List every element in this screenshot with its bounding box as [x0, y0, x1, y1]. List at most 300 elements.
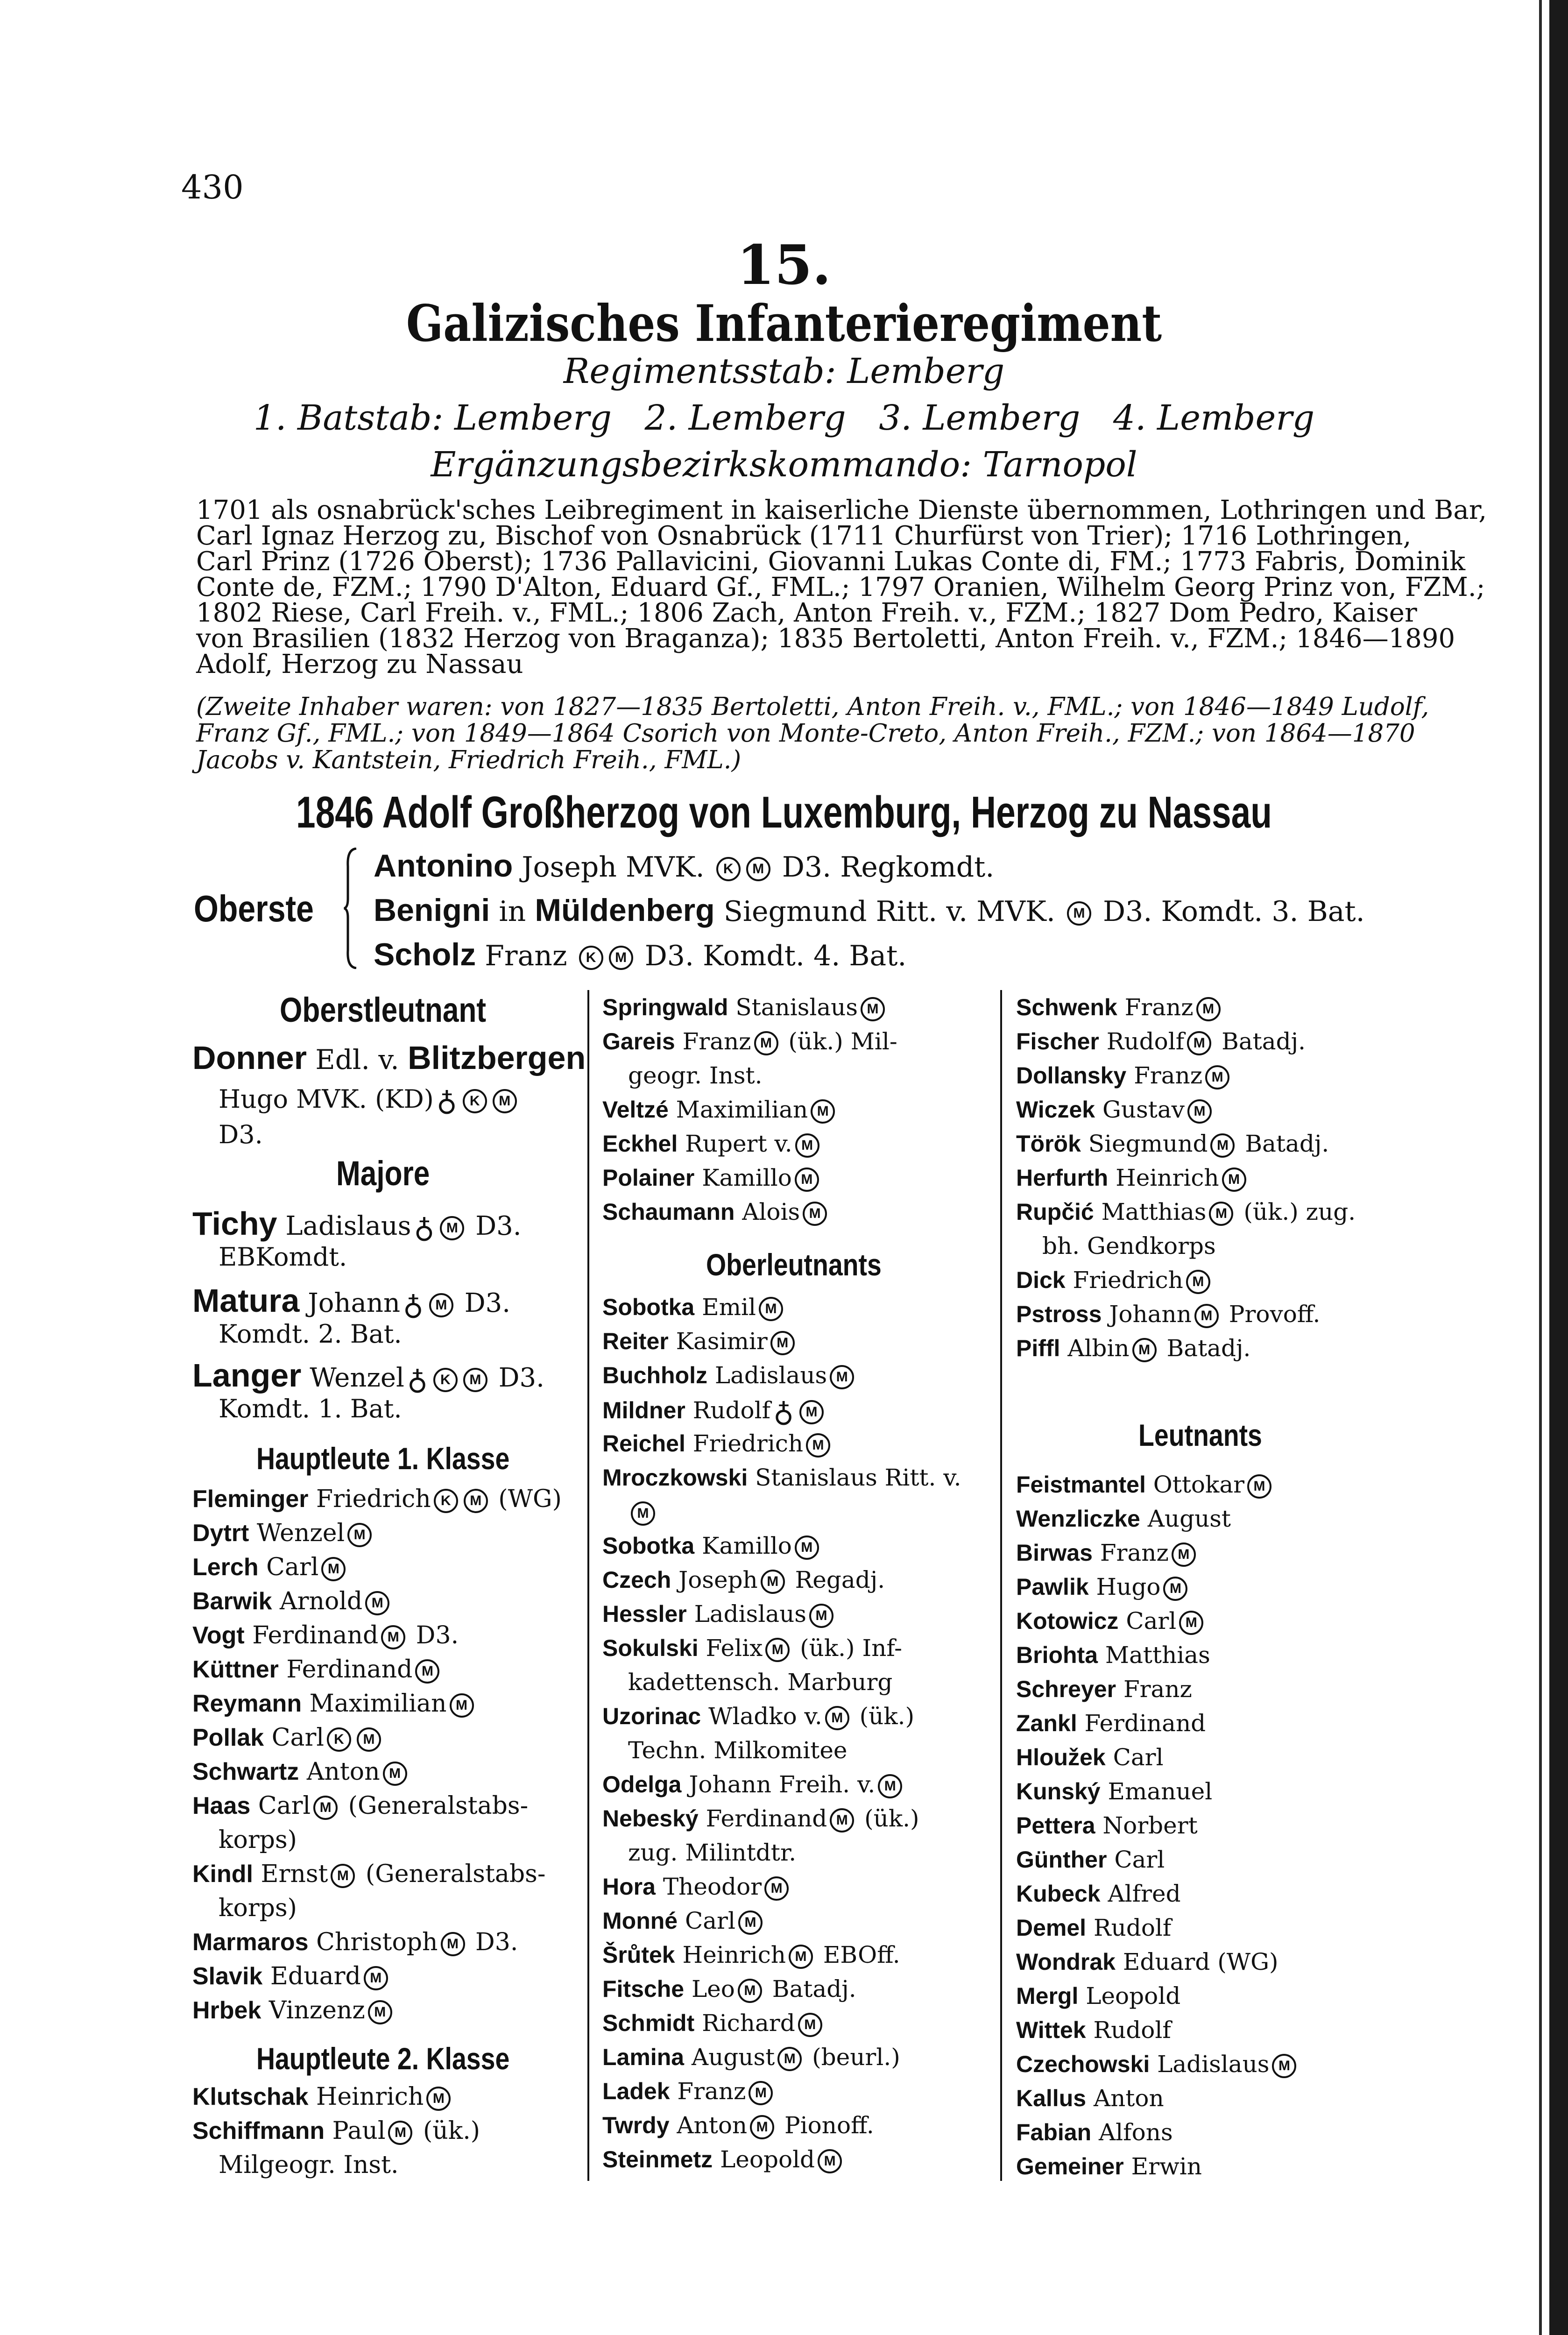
officer-details: Ferdinand [278, 1656, 413, 1684]
m-badge-icon: M [789, 1945, 813, 1969]
officer-surname: Schreyer [1016, 1676, 1116, 1702]
m-badge-icon: M [1247, 1474, 1271, 1499]
officer-details: Leopold [1078, 1982, 1181, 2010]
list-item [219, 1894, 297, 1922]
oberste-label: Oberste [194, 888, 314, 929]
officer-details: Franz [1116, 1676, 1192, 1703]
list-item [192, 1587, 392, 1615]
scan-border-line [1539, 0, 1542, 2335]
officer-surname: Schmidt [602, 2010, 695, 2036]
officer-surname: Fitsche [602, 1976, 685, 2002]
officer-details: Friedrich [1065, 1267, 1183, 1294]
officer-details: August [1140, 1505, 1231, 1532]
list-item [1016, 1198, 1356, 1226]
m-badge-icon: M [799, 1400, 824, 1424]
m-badge-icon: M [746, 857, 770, 881]
officer-remarks: (ük.) Mil- [781, 1028, 897, 1055]
officer-remarks: Batadj. [1159, 1335, 1251, 1362]
officer-remarks: (Generalstabs- [358, 1860, 546, 1888]
list-item [602, 1164, 822, 1192]
officer-details: Ernst [253, 1860, 328, 1888]
list-item [192, 1962, 391, 1990]
oberst-entry [374, 892, 1365, 928]
officer-remarks: (WG) [490, 1485, 562, 1513]
m-badge-icon: M [357, 1727, 381, 1752]
m-badge-icon: M [861, 997, 885, 1021]
officer-surname: Wiczek [1016, 1097, 1095, 1123]
officer-details: Emil [694, 1294, 756, 1321]
officer-details: Stanislaus Ritt. v. [748, 1464, 961, 1491]
m-badge-icon: M [764, 1876, 789, 1901]
officer-remarks: D3. [456, 1288, 511, 1318]
officer-surname: Twrdy [602, 2112, 670, 2138]
history-line: Carl Prinz (1726 Oberst); 1736 Pallavicini, Giovanni Lukas Conte di, FM.; 1773 Fabris, Dominik [196, 546, 1466, 577]
officer-entry [192, 1205, 522, 1245]
officer-details: Matthias [1094, 1198, 1207, 1225]
list-item [602, 1941, 900, 1969]
list-item [602, 1198, 830, 1226]
m-badge-icon: M [1187, 1099, 1212, 1124]
list-item [602, 1130, 822, 1158]
history-line: Conte de, FZM.; 1790 D'Alton, Eduard Gf., FML.; 1797 Oranien, Wilhelm Georg Prinz von, FZM.; [196, 572, 1485, 602]
m-badge-icon: M [825, 1706, 849, 1730]
officer-details: Carl [1107, 1846, 1165, 1873]
m-badge-icon: M [1187, 1031, 1211, 1055]
note-line: Jacobs v. Kantstein, Friedrich Freih., FML.) [196, 746, 742, 774]
officer-surname-2: Blitzbergen [408, 1040, 586, 1076]
m-badge-icon: M [450, 1693, 474, 1718]
officer-surname: Klutschak [192, 2083, 309, 2110]
officer-details: Rudolf [1086, 1914, 1172, 1941]
officer-surname: Fischer [1016, 1028, 1099, 1054]
officer-details: Eduard [262, 1962, 361, 1990]
officer-surname: Schaumann [602, 1199, 735, 1225]
list-item [1042, 1232, 1216, 1259]
officer-remarks: D3. Komdt. 4. Bat. [636, 940, 907, 972]
officer-entry-line [219, 1242, 347, 1272]
officer-details: Leo [684, 1975, 735, 2002]
officer-details: geogr. Inst. [628, 1062, 763, 1089]
list-item [602, 2044, 900, 2071]
list-item [192, 1621, 459, 1649]
officer-remarks: D3. [219, 1120, 263, 1149]
officer-surname: Monné [602, 1908, 678, 1934]
m-badge-icon: M [795, 1535, 819, 1560]
list-item [602, 1430, 833, 1458]
officer-surname: Piffl [1016, 1335, 1060, 1361]
m-badge-icon: M [1067, 901, 1091, 926]
list-item [1016, 1471, 1274, 1499]
officer-details: Joseph [671, 1566, 758, 1593]
list-item [1016, 1676, 1192, 1703]
list-item [1016, 1062, 1232, 1090]
list-item [1016, 1164, 1249, 1192]
medal-icon: ♁ [407, 1363, 428, 1396]
list-item [1016, 1812, 1198, 1839]
officer-remarks: (ük.) zug. [1236, 1198, 1356, 1225]
list-item [1016, 1573, 1190, 1601]
m-badge-icon: M [321, 1557, 346, 1581]
m-badge-icon: M [765, 1638, 790, 1662]
second-owners-note [196, 693, 1429, 774]
list-item [192, 1996, 395, 2024]
batallion-stab: 1. Batstab: Lemberg 2. Lemberg 3. Lemberg 4. Lemberg [253, 398, 1315, 438]
m-badge-icon: M [1210, 1133, 1235, 1158]
officer-details: korps) [219, 1826, 297, 1854]
column-divider [1000, 990, 1002, 2181]
m-badge-icon: M [818, 2149, 842, 2173]
officer-surname: Pettera [1016, 1812, 1095, 1839]
m-badge-icon: M [1209, 1202, 1233, 1226]
oberst-entry [374, 848, 994, 884]
officer-details: EBKomdt. [219, 1242, 347, 1272]
list-item [1016, 1982, 1180, 2010]
list-item [628, 1669, 892, 1696]
m-badge-icon: M [365, 1591, 389, 1615]
officer-surname: Eckhel [602, 1131, 678, 1157]
officer-details: Stanislaus [728, 994, 858, 1021]
officer-details: Ladislaus [707, 1362, 827, 1389]
officer-surname: Vogt [192, 1622, 245, 1649]
section-title: Majore [336, 1154, 430, 1193]
m-badge-icon: M [1205, 1065, 1229, 1090]
officer-details: Franz [675, 1028, 751, 1055]
curly-brace-icon [343, 848, 357, 969]
officer-details: Ottokar [1145, 1471, 1245, 1498]
officer-details: Richard [694, 2010, 795, 2037]
k-badge-icon: K [716, 857, 741, 881]
m-badge-icon: M [440, 1216, 464, 1240]
list-item [602, 1328, 798, 1355]
m-badge-icon: M [811, 1099, 835, 1124]
officer-details: zug. Milintdtr. [628, 1839, 797, 1866]
officer-entry-line [219, 1394, 402, 1423]
medal-icon: ♁ [773, 1396, 794, 1429]
officer-details: Franz [1126, 1062, 1203, 1089]
m-badge-icon: M [464, 1489, 488, 1513]
officer-surname: Hessler [602, 1601, 687, 1627]
officer-surname: Benigni [374, 892, 490, 928]
m-badge-icon: M [1272, 2054, 1296, 2078]
officer-details: Maximilian [302, 1690, 447, 1718]
officer-details: Kamillo [694, 1164, 792, 1191]
officer-details: Carl [264, 1724, 324, 1752]
section-title: Hauptleute 2. Klasse [256, 2041, 509, 2076]
medal-icon: ♁ [436, 1085, 457, 1118]
officer-surname: Springwald [602, 994, 728, 1020]
officer-details: Alfred [1100, 1880, 1181, 1907]
list-item [192, 1553, 348, 1581]
list-item [1016, 2119, 1173, 2146]
m-badge-icon: M [429, 1293, 453, 1317]
officer-details: Carl [1118, 1607, 1177, 1634]
officer-details: Franz [1092, 1539, 1169, 1566]
m-badge-icon: M [1186, 1270, 1210, 1294]
officer-details: Ladislaus [277, 1211, 411, 1241]
officer-surname: Nebeský [602, 1805, 699, 1832]
officer-surname: Gareis [602, 1028, 675, 1054]
list-item [602, 1907, 765, 1935]
m-badge-icon: M [795, 1168, 819, 1192]
officer-entry-line [219, 1120, 263, 1149]
officer-remarks: D3. [467, 1211, 522, 1241]
officer-details: Komdt. 1. Bat. [219, 1394, 402, 1423]
officer-surname: Pstross [1016, 1301, 1102, 1327]
officer-surname: Tichy [192, 1205, 277, 1242]
section-title: Leutnants [1138, 1418, 1262, 1452]
officer-surname: Schiffmann [192, 2117, 325, 2144]
list-item [602, 1532, 822, 1560]
m-badge-icon: M [750, 2115, 774, 2139]
officer-surname: Fabian [1016, 2119, 1092, 2145]
officer-details: Rudolf [685, 1397, 771, 1424]
m-badge-icon: M [754, 1031, 778, 1055]
officer-surname: Reichel [602, 1430, 685, 1457]
m-badge-icon: M [331, 1864, 355, 1888]
officer-details: Heinrich [1108, 1164, 1219, 1191]
officer-surname: Günther [1016, 1847, 1107, 1873]
officer-remarks: (Generalstabs- [340, 1792, 529, 1820]
officer-surname: Pawlik [1016, 1574, 1089, 1600]
officer-details: Hugo [1088, 1573, 1161, 1600]
note-line: Franz Gf., FML.; von 1849—1864 Csorich von Monte-Creto, Anton Freih., FZM.; von 1864—1870 [196, 719, 1415, 748]
officer-details: Felix [698, 1634, 763, 1662]
officer-details: Matthias [1098, 1642, 1210, 1669]
history-line: Adolf, Herzog zu Nassau [196, 649, 523, 679]
m-badge-icon: M [463, 1368, 487, 1392]
list-item [602, 1771, 905, 1798]
officer-surname: Schwartz [192, 1758, 299, 1785]
m-badge-icon: M [830, 1808, 854, 1833]
m-badge-icon: M [388, 2121, 412, 2145]
list-item [1016, 1301, 1320, 1328]
officer-surname: Haas [192, 1792, 251, 1819]
list-item [1016, 2017, 1171, 2044]
list-item [1016, 1505, 1231, 1532]
oberst-entry [374, 936, 906, 973]
officer-details: Albin [1060, 1335, 1130, 1362]
list-item [1016, 1744, 1164, 1771]
officer-remarks: Batadj. [1214, 1028, 1306, 1055]
officer-details: Arnold [272, 1587, 363, 1615]
officer-details: Edl. v. [307, 1044, 408, 1076]
k-badge-icon: K [463, 1089, 487, 1113]
officer-details: Alfons [1091, 2119, 1173, 2146]
officer-remarks: Provoff. [1221, 1301, 1321, 1328]
list-item [192, 1656, 442, 1684]
m-badge-icon: M [415, 1659, 439, 1684]
officer-remarks: D3. [490, 1363, 544, 1393]
officer-entry [192, 1282, 510, 1322]
officer-details: Ferdinand [698, 1805, 827, 1832]
officer-details: Carl [258, 1553, 319, 1581]
officer-surname: Kunský [1016, 1778, 1101, 1804]
officer-details: Anton [669, 2112, 748, 2139]
officer-remarks: Batadj. [1237, 1130, 1329, 1157]
ergaenzung-kommando: Ergänzungsbezirkskommando: Tarnopol [431, 445, 1137, 485]
regiment-owner: 1846 Adolf Großherzog von Luxemburg, Herzog zu Nassau [296, 787, 1272, 837]
officer-surname: Langer [192, 1357, 302, 1394]
list-item [602, 1600, 836, 1628]
officer-surname: Gemeiner [1016, 2153, 1124, 2179]
m-badge-icon: M [770, 1331, 795, 1355]
history-line: von Brasilien (1832 Herzog von Braganza); 1835 Bertoletti, Anton Freih. v., FZM.; 1846—1890 [196, 623, 1455, 654]
m-badge-icon: M [441, 1932, 465, 1956]
list-item [1016, 994, 1223, 1021]
list-item [602, 2078, 776, 2105]
list-item [192, 1860, 545, 1888]
officer-surname: Slavik [192, 1963, 263, 1990]
officer-surname: Demel [1016, 1915, 1087, 1941]
m-badge-icon: M [368, 2000, 392, 2024]
officer-details: Wladko v. [701, 1703, 822, 1730]
list-item [602, 1396, 826, 1429]
officer-details: kadettensch. Marburg [628, 1669, 893, 1696]
officer-details: Alois [735, 1198, 800, 1225]
officer-details: Friedrich [685, 1430, 804, 1457]
m-badge-icon: M [798, 2013, 822, 2037]
list-item [219, 2151, 399, 2179]
officer-surname: Reiter [602, 1328, 669, 1354]
list-item [192, 1724, 384, 1752]
officer-remarks: D3. [467, 1928, 518, 1956]
officer-details: Carl [678, 1907, 735, 1934]
officer-details: korps) [219, 1894, 297, 1922]
list-item [602, 1464, 961, 1491]
officer-surname: Donner [192, 1040, 307, 1076]
list-item [192, 1519, 374, 1547]
officer-details: Paul [325, 2117, 386, 2145]
list-item [628, 1498, 658, 1526]
officer-details: Johann [1102, 1301, 1192, 1328]
officer-remarks: D3. Komdt. 3. Bat. [1094, 895, 1365, 928]
officer-surname: Birwas [1016, 1540, 1093, 1566]
officer-details: Rupert v. [678, 1130, 792, 1157]
m-badge-icon: M [795, 1133, 819, 1158]
list-item [602, 1703, 914, 1730]
m-badge-icon: M [381, 1625, 405, 1649]
k-badge-icon: K [433, 1368, 458, 1392]
list-item [1016, 1846, 1165, 1873]
m-badge-icon: M [830, 1365, 854, 1389]
list-item [1016, 1267, 1213, 1294]
list-item [219, 1826, 297, 1854]
officer-details: Milgeogr. Inst. [219, 2151, 399, 2179]
officer-surname: Kotowicz [1016, 1608, 1119, 1634]
m-badge-icon: M [806, 1433, 830, 1458]
officer-surname: Buchholz [602, 1362, 707, 1388]
officer-details: Hugo MVK. (KD) [219, 1084, 434, 1114]
officer-details: Gustav [1095, 1096, 1185, 1123]
officer-entry-donner [192, 1039, 586, 1076]
officer-remarks: (ük.) [415, 2117, 480, 2145]
officer-surname: Ladek [602, 2078, 670, 2104]
list-item [1016, 2153, 1202, 2180]
officer-details: Leopold [713, 2146, 815, 2173]
list-item [192, 1758, 410, 1786]
list-item [602, 1028, 897, 1055]
regiment-number: 15. [737, 234, 831, 297]
k-badge-icon: K [434, 1489, 458, 1513]
m-badge-icon: M [364, 1966, 388, 1990]
officer-surname: Hrbek [192, 1997, 261, 2024]
officer-surname: Mildner [602, 1397, 685, 1423]
m-badge-icon: M [347, 1523, 372, 1547]
list-item [602, 1362, 857, 1389]
list-item [602, 1975, 856, 2003]
officer-details: Rudolf [1099, 1028, 1185, 1055]
officer-surname: Feistmantel [1016, 1472, 1146, 1498]
officer-details: Heinrich [308, 2083, 424, 2111]
list-item [1016, 2085, 1164, 2112]
officer-details: Franz [670, 2078, 746, 2105]
officer-details: Ladislaus [686, 1600, 806, 1627]
officer-surname: Czech [602, 1567, 671, 1593]
officer-surname: Reymann [192, 1690, 302, 1717]
officer-surname: Küttner [192, 1656, 279, 1683]
officer-entry-line [219, 1084, 520, 1118]
officer-details: Heinrich [675, 1941, 786, 1968]
officer-remarks: D3. [408, 1621, 459, 1649]
list-item [602, 2112, 874, 2139]
officer-surname: Fleminger [192, 1486, 309, 1513]
list-item [1016, 1335, 1250, 1362]
officer-surname: Antonino [374, 848, 513, 884]
list-item [602, 1634, 902, 1662]
officer-details: Anton [299, 1758, 380, 1786]
officer-surname: Pollak [192, 1724, 264, 1751]
regiment-stab: Regimentsstab: Lemberg [563, 351, 1005, 391]
column-divider [587, 990, 589, 2181]
officer-particle: in [490, 895, 535, 928]
officer-details: Carl [250, 1792, 311, 1820]
m-badge-icon: M [1179, 1611, 1203, 1635]
list-item [192, 1485, 562, 1513]
officer-details: Ferdinand [1077, 1710, 1206, 1737]
list-item [1016, 2051, 1299, 2078]
officer-details: bh. Gendkorps [1042, 1232, 1216, 1259]
k-badge-icon: K [579, 946, 603, 970]
officer-surname: Scholz [374, 937, 476, 972]
medal-icon: ♁ [414, 1211, 435, 1245]
officer-surname: Matura [192, 1282, 300, 1319]
m-badge-icon: M [749, 2081, 773, 2105]
officer-surname: Schwenk [1016, 994, 1117, 1020]
officer-details: Ladislaus [1150, 2051, 1270, 2078]
m-badge-icon: M [1194, 1304, 1219, 1328]
officer-surname: Barwik [192, 1588, 272, 1615]
list-item [192, 1928, 518, 1956]
officer-entry [192, 1357, 544, 1396]
officer-remarks: EBOff. [816, 1941, 900, 1968]
section-title: Hauptleute 1. Klasse [256, 1441, 509, 1476]
officer-remarks: (ük.) Inf- [792, 1634, 903, 1662]
m-badge-icon: M [313, 1796, 338, 1820]
list-item [192, 1792, 528, 1820]
officer-surname: Zankl [1016, 1710, 1077, 1736]
officer-details: August [684, 2044, 775, 2071]
history-line: 1701 als osnabrück'sches Leibregiment in kaiserliche Dienste übernommen, Lothringen und Bar, [196, 495, 1487, 525]
officer-surname: Dollansky [1016, 1062, 1127, 1089]
officer-details: Emanuel [1100, 1778, 1213, 1805]
officer-surname: Rupčić [1016, 1199, 1094, 1225]
officer-surname: Mroczkowski [602, 1465, 748, 1491]
officer-details: Maximilian [668, 1096, 808, 1123]
m-badge-icon: M [1222, 1168, 1246, 1192]
officer-remarks: Pionoff. [777, 2112, 874, 2139]
m-badge-icon: M [1196, 997, 1221, 1021]
officer-surname: Sokulski [602, 1635, 699, 1661]
